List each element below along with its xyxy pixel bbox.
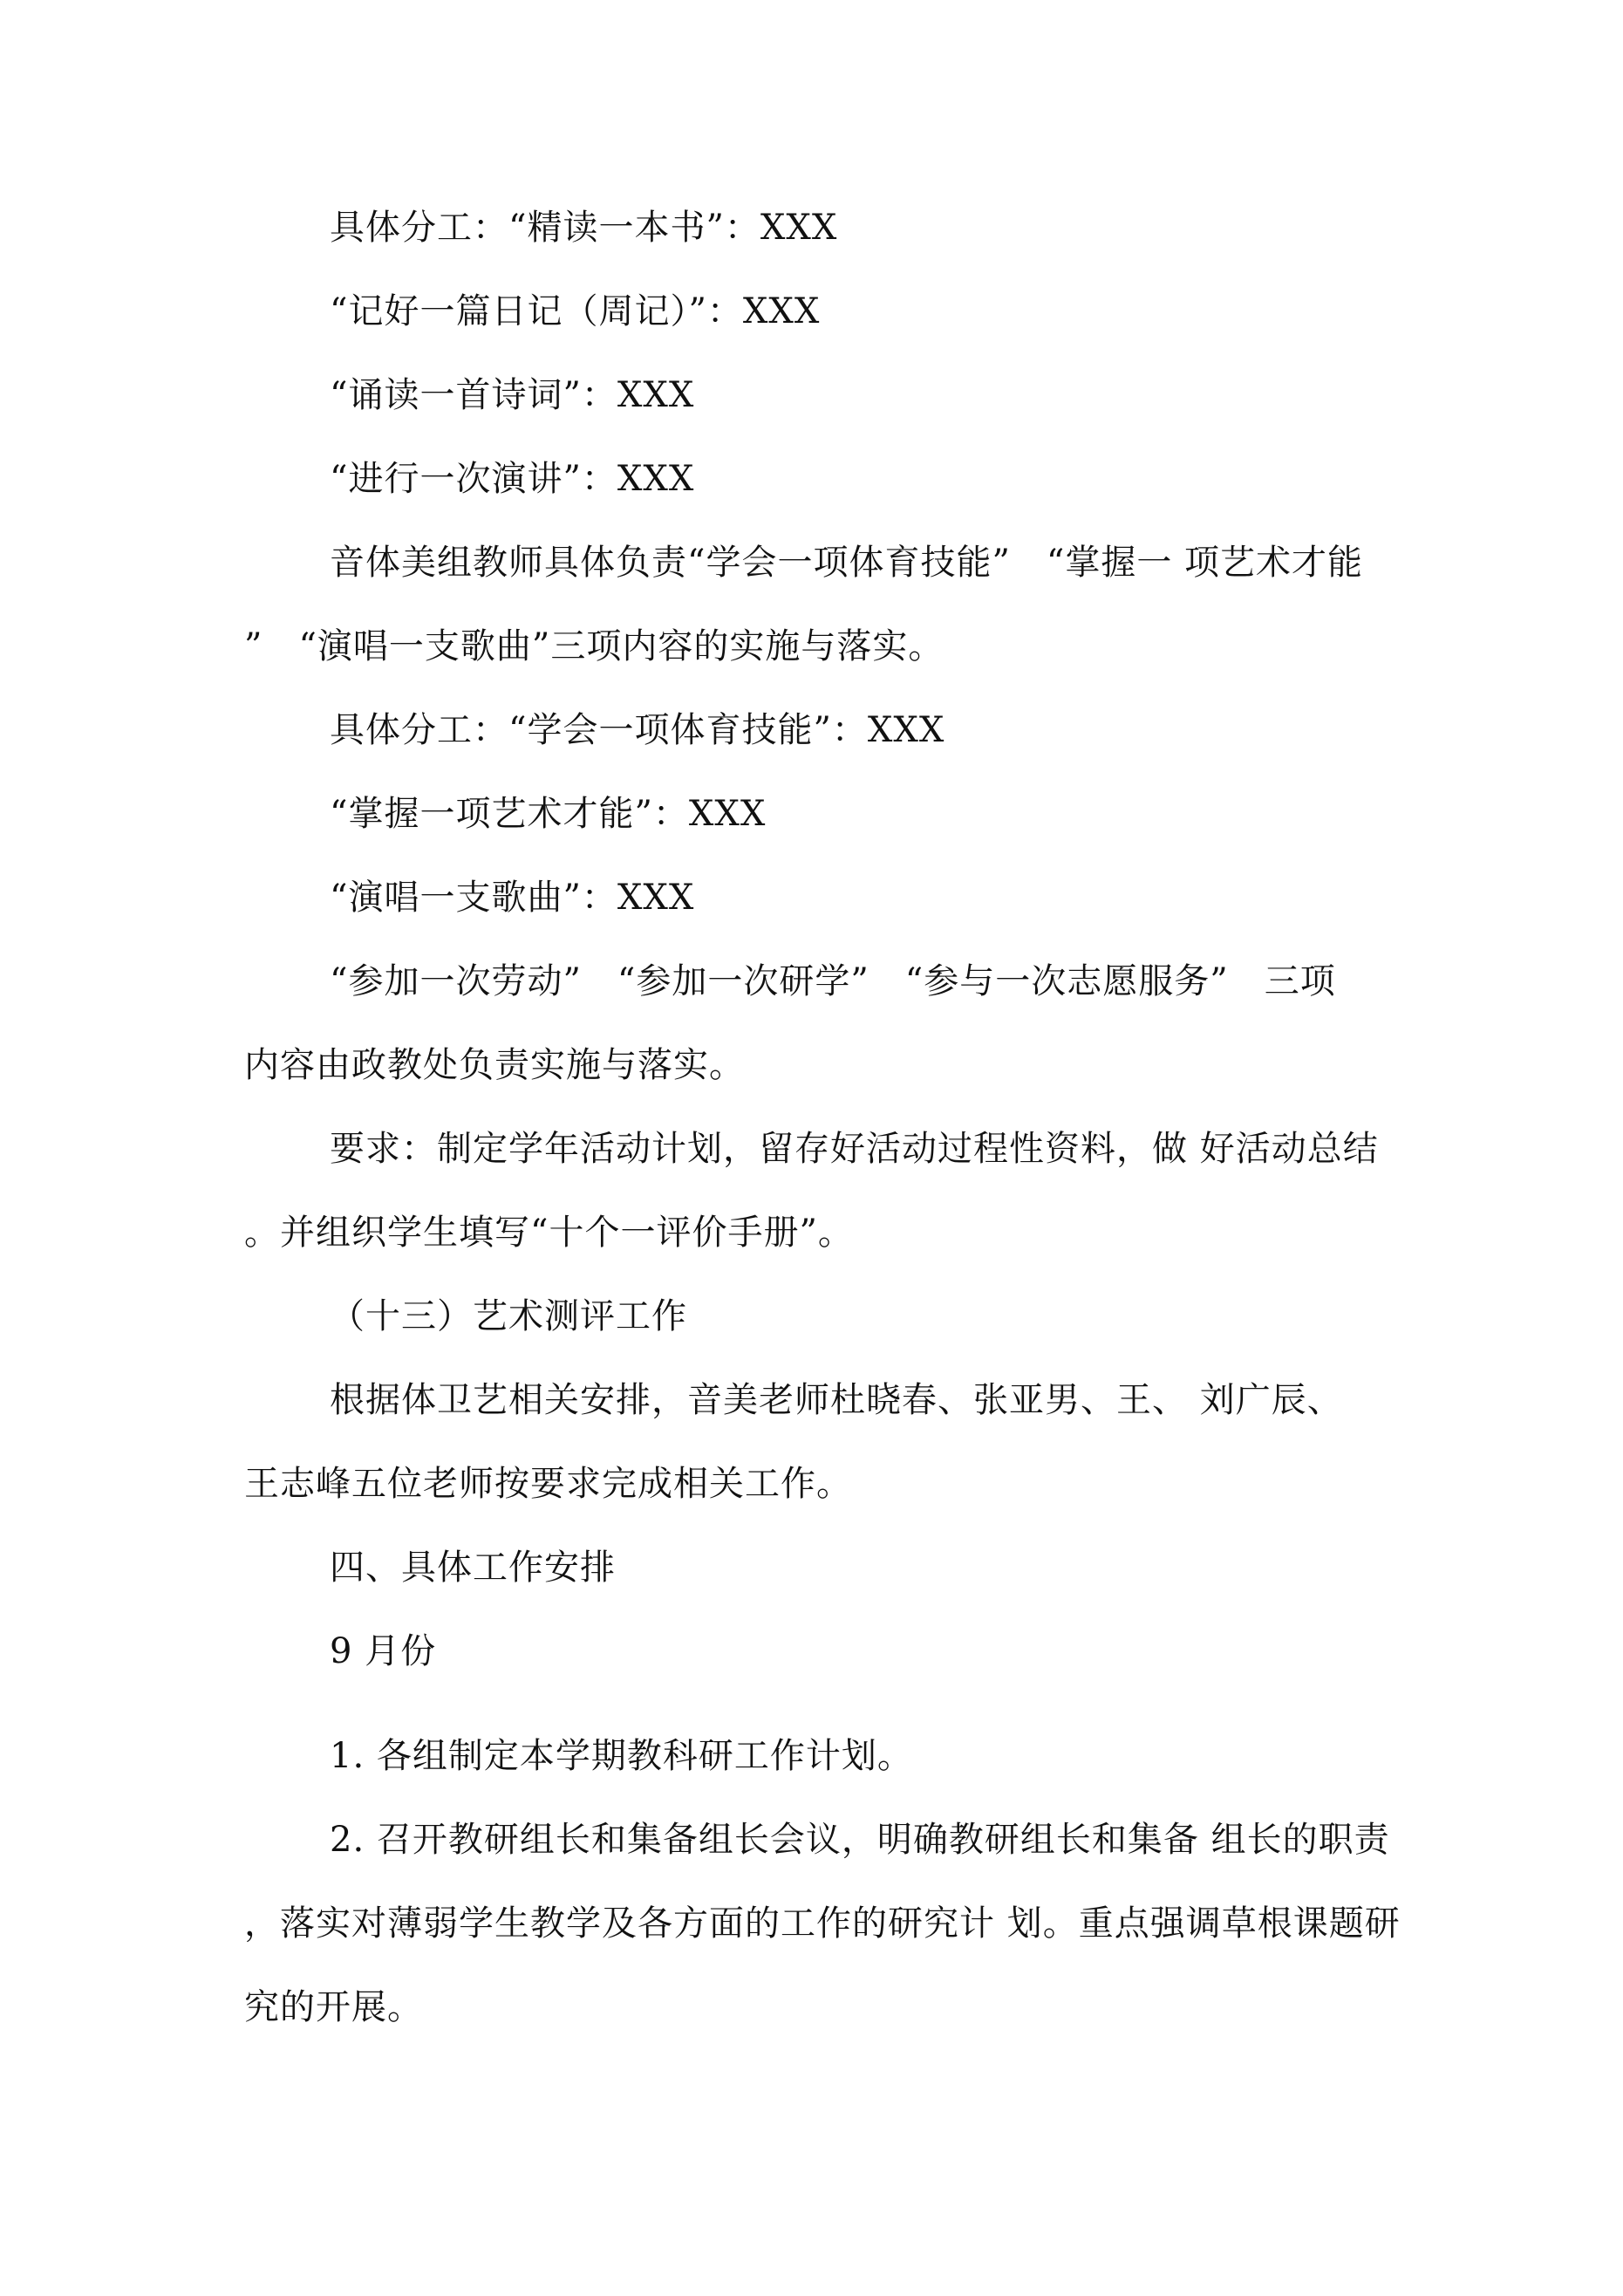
text-line: 要求：制定学年活动计划，留存好活动过程性资料，做 好活动总结 bbox=[330, 1129, 1379, 1169]
text-line: “参加一次劳动” “参加一次研学” “参与一次志愿服务” 三项 bbox=[330, 961, 1336, 1001]
text-line: 具体分工：“精读一本书”：XXX bbox=[330, 208, 838, 248]
month-heading: 9 月份 bbox=[330, 1631, 437, 1671]
list-item: 2. 召开教研组长和集备组长会议，明确教研组长和集备 组长的职责 bbox=[330, 1820, 1390, 1860]
text-line: 音体美组教师具体负责“学会一项体育技能” “掌握一 项艺术才能 bbox=[330, 543, 1364, 583]
text-line: “进行一次演讲”：XXX bbox=[330, 459, 695, 499]
text-line: 究的开展。 bbox=[244, 1987, 423, 2027]
text-line: ，落实对薄弱学生教学及各方面的工作的研究计 划。重点强调草根课题研 bbox=[244, 1903, 1401, 1944]
text-line: 根据体卫艺相关安排，音美老师杜晓春、张亚男、王、 刘广辰、 bbox=[330, 1380, 1343, 1420]
text-line: 。并组织学生填写“十个一评价手册”。 bbox=[244, 1213, 854, 1253]
text-line: “诵读一首诗词”：XXX bbox=[330, 375, 695, 415]
list-item: 1. 各组制定本学期教科研工作计划。 bbox=[330, 1736, 913, 1776]
text-line: “掌握一项艺术才能”：XXX bbox=[330, 794, 767, 834]
text-line: 内容由政教处负责实施与落实。 bbox=[244, 1045, 745, 1085]
section-heading: （十三）艺术测评工作 bbox=[330, 1296, 687, 1336]
text-line: “记好一篇日记（周记）”：XXX bbox=[330, 291, 821, 331]
text-line: “演唱一支歌曲”：XXX bbox=[330, 878, 695, 918]
text-line: 王志峰五位老师按要求完成相关工作。 bbox=[244, 1464, 852, 1504]
text-line: 具体分工：“学会一项体育技能”：XXX bbox=[330, 710, 945, 750]
section-heading: 四、具体工作安排 bbox=[330, 1548, 616, 1588]
text-line: ” “演唱一支歌曲”三项内容的实施与落实。 bbox=[244, 626, 944, 666]
